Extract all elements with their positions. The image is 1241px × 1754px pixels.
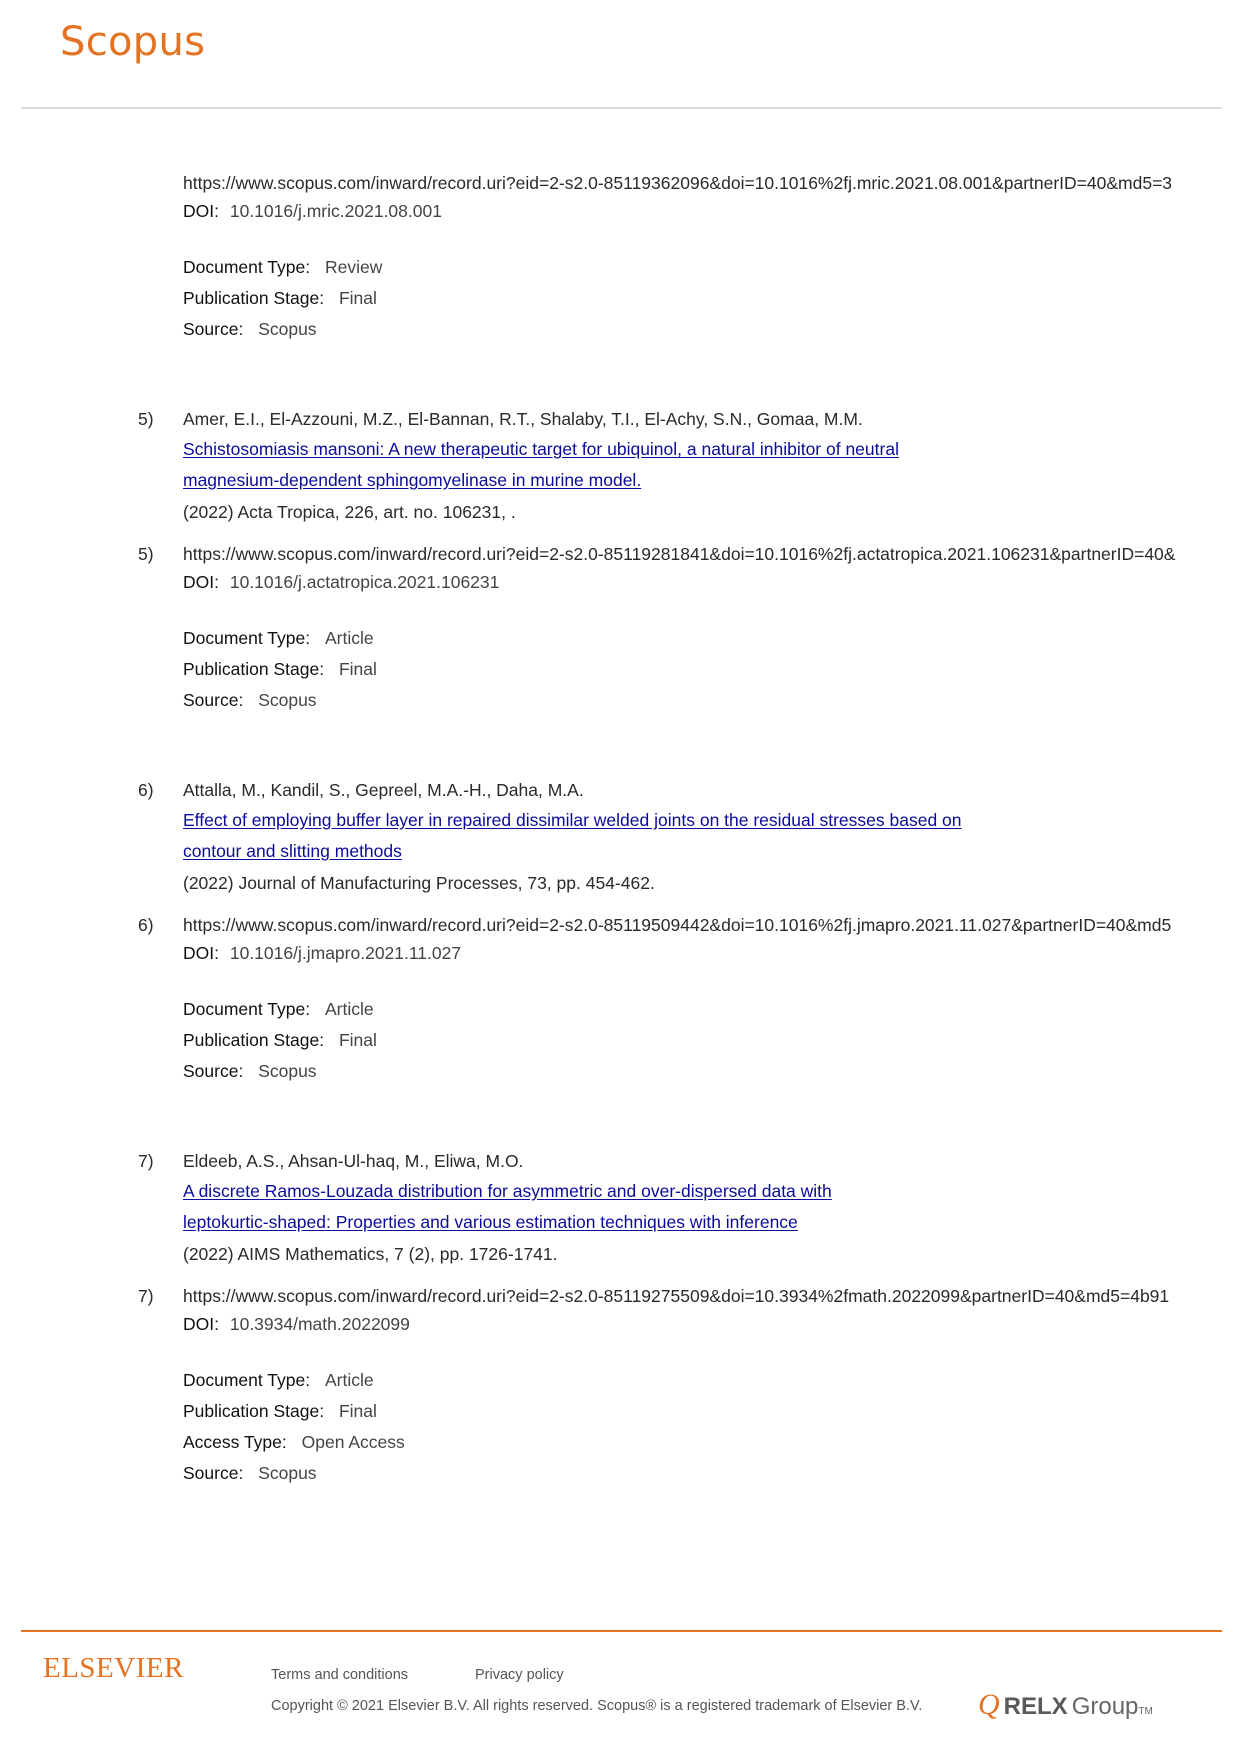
doi-label: DOI: <box>183 201 219 221</box>
entry-number: 6) <box>138 780 154 800</box>
doi-row <box>183 571 499 593</box>
publication-stage-value: Final <box>338 1030 377 1050</box>
doi-value: 10.1016/j.jmapro.2021.11.027 <box>229 943 462 963</box>
publication-stage-row <box>183 1029 377 1051</box>
publication-stage-value: Final <box>338 659 377 679</box>
document-type-value: Article <box>324 1370 374 1390</box>
access-type-label: Access Type: <box>183 1432 287 1452</box>
publication-stage-value: Final <box>338 288 377 308</box>
entry-number: 5) <box>138 409 154 429</box>
document-type-value: Review <box>324 257 383 277</box>
source-row <box>183 689 317 711</box>
entry-authors: Amer, E.I., El-Azzouni, M.Z., El-Bannan, R.T., Shalaby, T.I., El-Achy, S.N., Gomaa, M.M. <box>183 409 863 429</box>
document-type-label: Document Type: <box>183 257 311 277</box>
publication-stage-value: Final <box>338 1401 377 1421</box>
entry-authors: Attalla, M., Kandil, S., Gepreel, M.A.-H., Daha, M.A. <box>183 780 584 800</box>
source-row <box>183 1462 317 1484</box>
publication-stage-label: Publication Stage: <box>183 1030 325 1050</box>
source-label: Source: <box>183 319 244 339</box>
entry-title-link[interactable]: A discrete Ramos-Louzada distribution for asymmetric and over-dispersed data with <box>183 1181 832 1201</box>
source-label: Source: <box>183 690 244 710</box>
header-divider <box>21 107 1222 109</box>
publication-stage-label: Publication Stage: <box>183 659 325 679</box>
record-url[interactable]: https://www.scopus.com/inward/record.uri?eid=2-s2.0-85119275509&doi=10.3934%2fmath.2022099&partnerID=40&md5=4b91 <box>183 1286 1170 1306</box>
source-row <box>183 1060 317 1082</box>
entry-title-link[interactable]: Effect of employing buffer layer in repaired dissimilar welded joints on the residual stresses based on <box>183 810 962 830</box>
entry-citation: (2022) Acta Tropica, 226, art. no. 106231, . <box>183 502 516 522</box>
document-type-row <box>183 1369 374 1391</box>
relx-mark-icon: Q <box>978 1688 1000 1721</box>
document-type-row <box>183 256 382 278</box>
document-type-value: Article <box>324 628 374 648</box>
entry-number: 6) <box>138 915 154 935</box>
relx-wordmark: RELX <box>1003 1693 1068 1720</box>
entry-title-link[interactable]: contour and slitting methods <box>183 841 402 861</box>
footer-divider <box>21 1630 1222 1632</box>
entry-title-link[interactable]: Schistosomiasis mansoni: A new therapeutic target for ubiquinol, a natural inhibitor of neutral <box>183 439 899 459</box>
doi-label: DOI: <box>183 943 219 963</box>
source-value: Scopus <box>258 1061 317 1081</box>
entry-citation: (2022) AIMS Mathematics, 7 (2), pp. 1726-1741. <box>183 1244 558 1264</box>
publication-stage-label: Publication Stage: <box>183 288 325 308</box>
document-type-label: Document Type: <box>183 628 311 648</box>
relx-group-logo <box>978 1688 1153 1722</box>
copyright-text: Copyright © 2021 Elsevier B.V. All rights reserved. Scopus® is a registered trademark of Elsevier B.V. <box>271 1698 923 1714</box>
entry-authors: Eldeeb, A.S., Ahsan-Ul-haq, M., Eliwa, M.O. <box>183 1151 524 1171</box>
document-type-row <box>183 627 374 649</box>
scopus-logo: Scopus <box>60 19 206 65</box>
entry-number: 7) <box>138 1151 154 1171</box>
source-value: Scopus <box>258 1463 317 1483</box>
document-type-label: Document Type: <box>183 1370 311 1390</box>
source-label: Source: <box>183 1061 244 1081</box>
doi-label: DOI: <box>183 572 219 592</box>
trademark-symbol: TM <box>1138 1706 1153 1717</box>
doi-row <box>183 1313 410 1335</box>
publication-stage-label: Publication Stage: <box>183 1401 325 1421</box>
document-type-row <box>183 998 374 1020</box>
publication-stage-row <box>183 658 377 680</box>
entry-title-link[interactable]: magnesium-dependent sphingomyelinase in murine model. <box>183 470 642 490</box>
publication-stage-row <box>183 287 377 309</box>
access-type-row <box>183 1431 405 1453</box>
entry-title-link[interactable]: leptokurtic-shaped: Properties and various estimation techniques with inference <box>183 1212 798 1232</box>
record-url[interactable]: https://www.scopus.com/inward/record.uri?eid=2-s2.0-85119509442&doi=10.1016%2fj.jmapro.2021.11.027&partnerID=40&md5 <box>183 915 1172 935</box>
doi-row <box>183 200 442 222</box>
terms-link[interactable]: Terms and conditions <box>271 1667 409 1683</box>
doi-label: DOI: <box>183 1314 219 1334</box>
source-row <box>183 318 317 340</box>
doi-value: 10.1016/j.actatropica.2021.106231 <box>229 572 500 592</box>
access-type-value: Open Access <box>301 1432 405 1452</box>
relx-group-word: Group <box>1071 1693 1139 1720</box>
doi-value: 10.3934/math.2022099 <box>229 1314 410 1334</box>
doi-value: 10.1016/j.mric.2021.08.001 <box>229 201 442 221</box>
document-type-value: Article <box>324 999 374 1019</box>
record-url[interactable]: https://www.scopus.com/inward/record.uri?eid=2-s2.0-85119362096&doi=10.1016%2fj.mric.2021.08.001&partnerID=40&md5=3 <box>183 173 1173 193</box>
source-value: Scopus <box>258 690 317 710</box>
source-value: Scopus <box>258 319 317 339</box>
source-label: Source: <box>183 1463 244 1483</box>
doi-row <box>183 942 461 964</box>
entry-number: 5) <box>138 544 154 564</box>
entry-number: 7) <box>138 1286 154 1306</box>
elsevier-logo: ELSEVIER <box>43 1652 184 1684</box>
document-type-label: Document Type: <box>183 999 311 1019</box>
entry-citation: (2022) Journal of Manufacturing Processes, 73, pp. 454-462. <box>183 873 655 893</box>
privacy-link[interactable]: Privacy policy <box>475 1667 564 1683</box>
record-url[interactable]: https://www.scopus.com/inward/record.uri?eid=2-s2.0-85119281841&doi=10.1016%2fj.actatropica.2021.106231&partnerID=40& <box>183 544 1176 564</box>
publication-stage-row <box>183 1400 377 1422</box>
